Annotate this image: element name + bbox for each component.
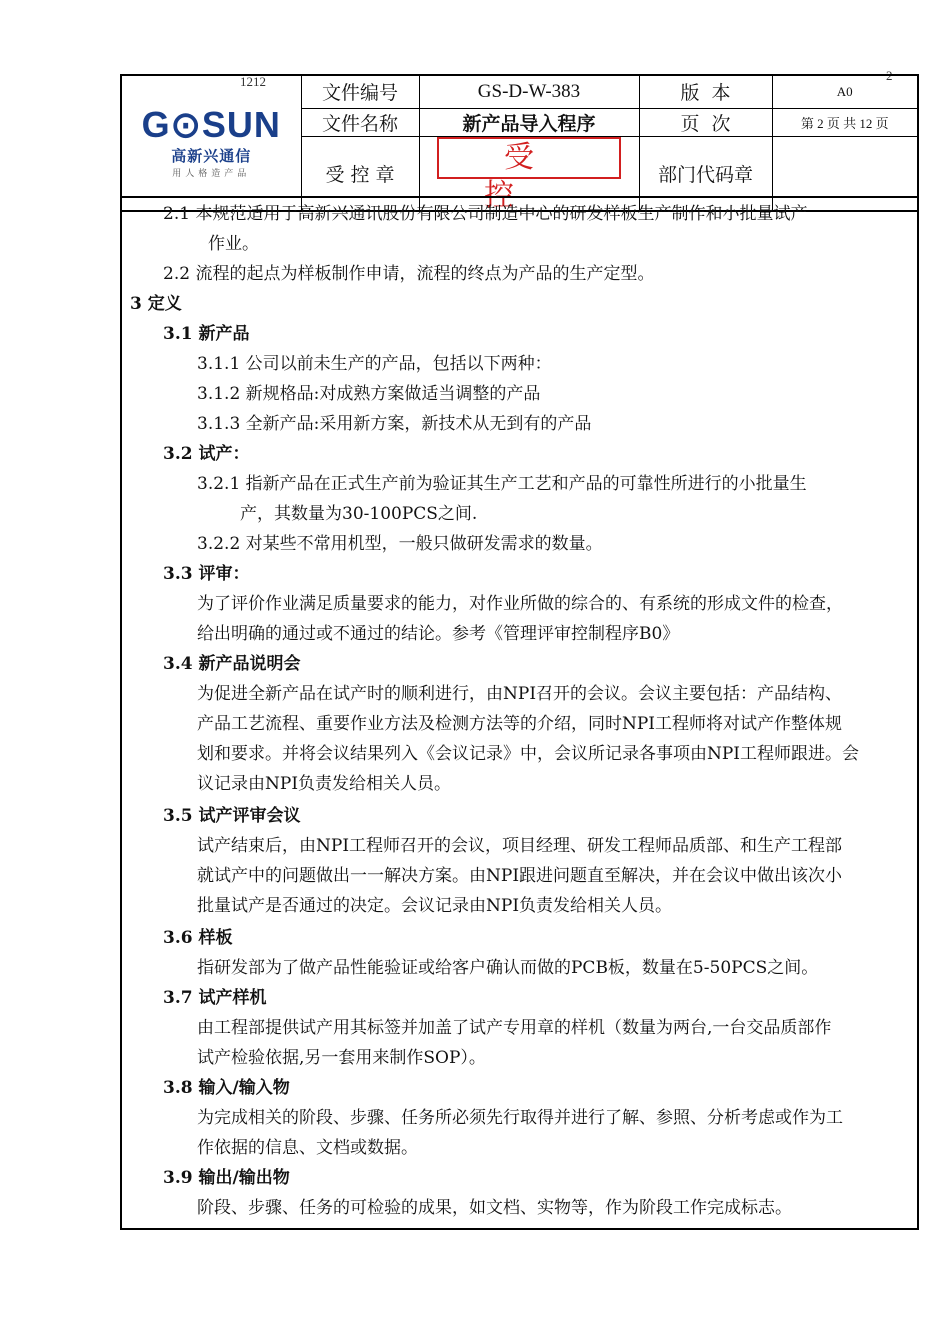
doc-no-value: GS-D-W-383 bbox=[419, 75, 639, 108]
control-stamp-label: 受 控 章 bbox=[301, 136, 419, 211]
section-heading: 3.7 试产样机 bbox=[163, 988, 267, 1008]
logo-wordmark: G⊙SUN bbox=[141, 103, 281, 145]
corner-number-left: 1212 bbox=[240, 74, 266, 89]
body-line: 为了评价作业满足质量要求的能力，对作业所做的综合的、有系统的形成文件的检查， bbox=[197, 594, 843, 614]
body-line: 作业。 bbox=[208, 234, 259, 254]
doc-name-label: 文件名称 bbox=[301, 108, 419, 136]
dept-code-label: 部门代码章 bbox=[639, 136, 772, 211]
body-line: 3.2.2 对某些不常用机型，一般只做研发需求的数量。 bbox=[197, 534, 603, 554]
body-line: 3.1.2 新规格品:对成熟方案做适当调整的产品 bbox=[197, 384, 541, 404]
body-line: 由工程部提供试产用其标签并加盖了试产专用章的样机（数量为两台,一台交品质部作 bbox=[197, 1018, 832, 1038]
body-line: 给出明确的通过或不通过的结论。参考《管理评审控制程序B0》 bbox=[197, 624, 680, 644]
page-label: 页 次 bbox=[639, 108, 772, 136]
body-line: 指研发部为了做产品性能验证或给客户确认而做的PCB板，数量在5-50PCS之间。 bbox=[197, 958, 819, 978]
logo-slogan: 用人格造产品 bbox=[172, 168, 251, 179]
document-header bbox=[120, 74, 919, 212]
section-heading: 3.4 新产品说明会 bbox=[163, 654, 301, 674]
body-line: 2.1 本规范适用于高新兴通讯股份有限公司制造中心的研发样板生产制作和小批量试产 bbox=[163, 204, 808, 224]
section-heading: 3.9 输出/输出物 bbox=[163, 1168, 290, 1188]
corner-number-right: 2 bbox=[886, 68, 893, 83]
body-line: 试产检验依据,另一套用来制作SOP）。 bbox=[197, 1048, 486, 1068]
body-line: 批量试产是否通过的决定。会议记录由NPI负责发给相关人员。 bbox=[197, 896, 673, 916]
body-line: 产品工艺流程、重要作业方法及检测方法等的介绍，同时NPI工程师将对试产作整体规 bbox=[197, 714, 843, 734]
body-line: 3.1.3 全新产品:采用新方案，新技术从无到有的产品 bbox=[197, 414, 592, 434]
control-stamp: 受控 bbox=[437, 137, 621, 179]
section-heading: 3 定义 bbox=[130, 294, 182, 314]
body-line: 阶段、步骤、任务的可检验的成果，如文档、实物等，作为阶段工作完成标志。 bbox=[197, 1198, 792, 1218]
doc-name-value: 新产品导入程序 bbox=[419, 108, 639, 136]
body-line: 作依据的信息、文档或数据。 bbox=[197, 1138, 418, 1158]
body-line: 为促进全新产品在试产时的顺利进行，由NPI召开的会议。会议主要包括：产品结构、 bbox=[197, 684, 843, 704]
section-heading: 3.8 输入/输入物 bbox=[163, 1078, 290, 1098]
body-line: 为完成相关的阶段、步骤、任务所必须先行取得并进行了解、参照、分析考虑或作为工 bbox=[197, 1108, 843, 1128]
section-heading: 3.3 评审： bbox=[163, 564, 250, 584]
body-line: 2.2 流程的起点为样板制作申请，流程的终点为产品的生产定型。 bbox=[163, 264, 655, 284]
body-line: 试产结束后，由NPI工程师召开的会议，项目经理、研发工程师品质部、和生产工程部 bbox=[197, 836, 843, 856]
section-heading: 3.1 新产品 bbox=[163, 324, 250, 344]
section-heading: 3.5 试产评审会议 bbox=[163, 806, 301, 826]
body-line: 划和要求。并将会议结果列入《会议记录》中，会议所记录各事项由NPI工程师跟进。会 bbox=[197, 744, 860, 764]
doc-no-label: 文件编号 bbox=[301, 75, 419, 108]
section-heading: 3.2 试产： bbox=[163, 444, 250, 464]
section-heading: 3.6 样板 bbox=[163, 928, 233, 948]
body-line: 3.1.1 公司以前未生产的产品，包括以下两种： bbox=[197, 354, 552, 374]
body-line: 就试产中的问题做出一一解决方案。由NPI跟进问题直至解决，并在会议中做出该次小 bbox=[197, 866, 843, 886]
page-value: 第 2 页 共 12 页 bbox=[772, 108, 918, 136]
logo-chinese-name: 高新兴通信 bbox=[171, 146, 252, 165]
body-line: 议记录由NPI负责发给相关人员。 bbox=[197, 774, 452, 794]
company-logo bbox=[121, 75, 301, 211]
body-line: 3.2.1 指新产品在正式生产前为验证其生产工艺和产品的可靠性所进行的小批量生 bbox=[197, 474, 807, 494]
version-label: 版 本 bbox=[639, 75, 772, 108]
body-line: 产，其数量为30-100PCS之间. bbox=[240, 504, 478, 524]
version-value: A0 bbox=[772, 75, 918, 108]
